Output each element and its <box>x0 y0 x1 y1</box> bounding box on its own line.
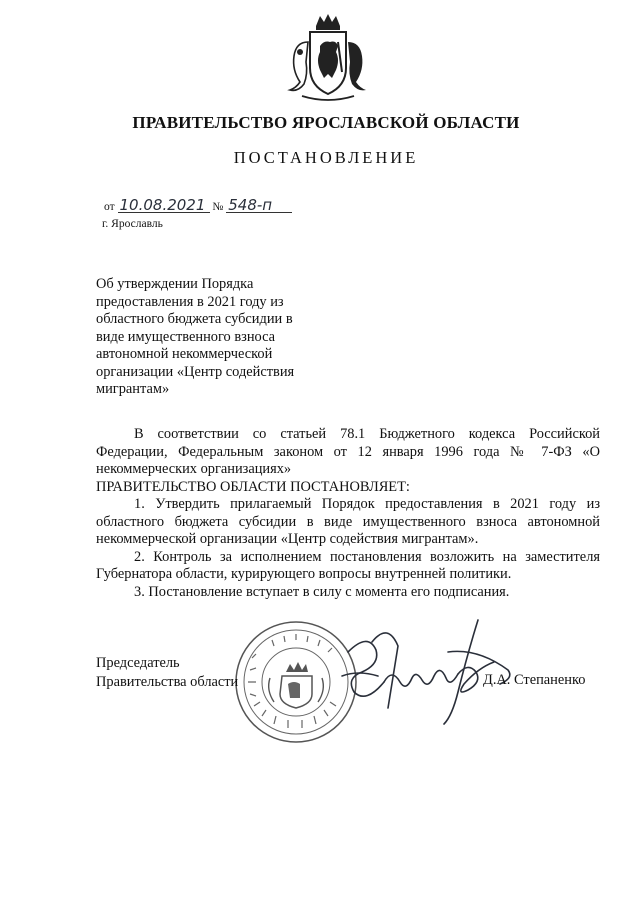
decree-body <box>96 426 600 601</box>
item-paragraph: 1. Утвердить прилагаемый Порядок предоставления в 2021 году из областного бюджета субсидии в виде имущественного взноса автономной некоммерческой организации «Центр содействия мигрантам». <box>96 496 600 547</box>
subject-line: автономной некоммерческой <box>96 346 273 362</box>
subject-line: организации «Центр содействия <box>96 363 295 380</box>
signatory-title-line: Правительства области <box>96 673 239 690</box>
document-type-heading: ПОСТАНОВЛЕНИЕ <box>233 148 419 167</box>
government-name: ПРАВИТЕЛЬСТВО ЯРОСЛАВСКОЙ ОБЛАСТИ <box>132 113 520 132</box>
signatory-title <box>96 654 238 691</box>
subject-line: Об утверждении Порядка <box>96 276 254 292</box>
resolves-heading: ПРАВИТЕЛЬСТВО ОБЛАСТИ ПОСТАНОВЛЯЕТ: <box>96 478 410 495</box>
date-number-line <box>104 198 292 213</box>
handwritten-date: 10.08.2021 <box>118 198 210 213</box>
subject-line: виде имущественного взноса <box>96 328 276 345</box>
decree-subject <box>96 276 321 399</box>
yaroslavl-coat-of-arms-icon <box>280 12 376 104</box>
city-label: г. Ярославль <box>102 218 163 230</box>
number-prefix: № <box>212 201 224 213</box>
subject-line: мигрантам» <box>96 381 170 397</box>
date-prefix: от <box>104 201 115 213</box>
item-paragraph: 2. Контроль за исполнением постановления возложить на заместителя Губернатора области, курирующего вопросы внутренней политики. <box>96 548 600 582</box>
handwritten-number: 548-п <box>226 198 292 213</box>
preamble-paragraph: В соответствии со статьей 78.1 Бюджетного кодекса Российской Федерации, Федеральным законом от 12 января 1996 года № 7-ФЗ «О некоммерческих организациях» <box>96 426 600 477</box>
subject-line: предоставления в 2021 году из <box>96 293 284 310</box>
subject-line: областного бюджета субсидии в <box>96 311 293 327</box>
item-paragraph: 3. Постановление вступает в силу с момента его подписания. <box>134 583 510 600</box>
signatory-name: Д.А. Степаненко <box>483 672 586 688</box>
signatory-title-line: Председатель <box>96 655 180 671</box>
